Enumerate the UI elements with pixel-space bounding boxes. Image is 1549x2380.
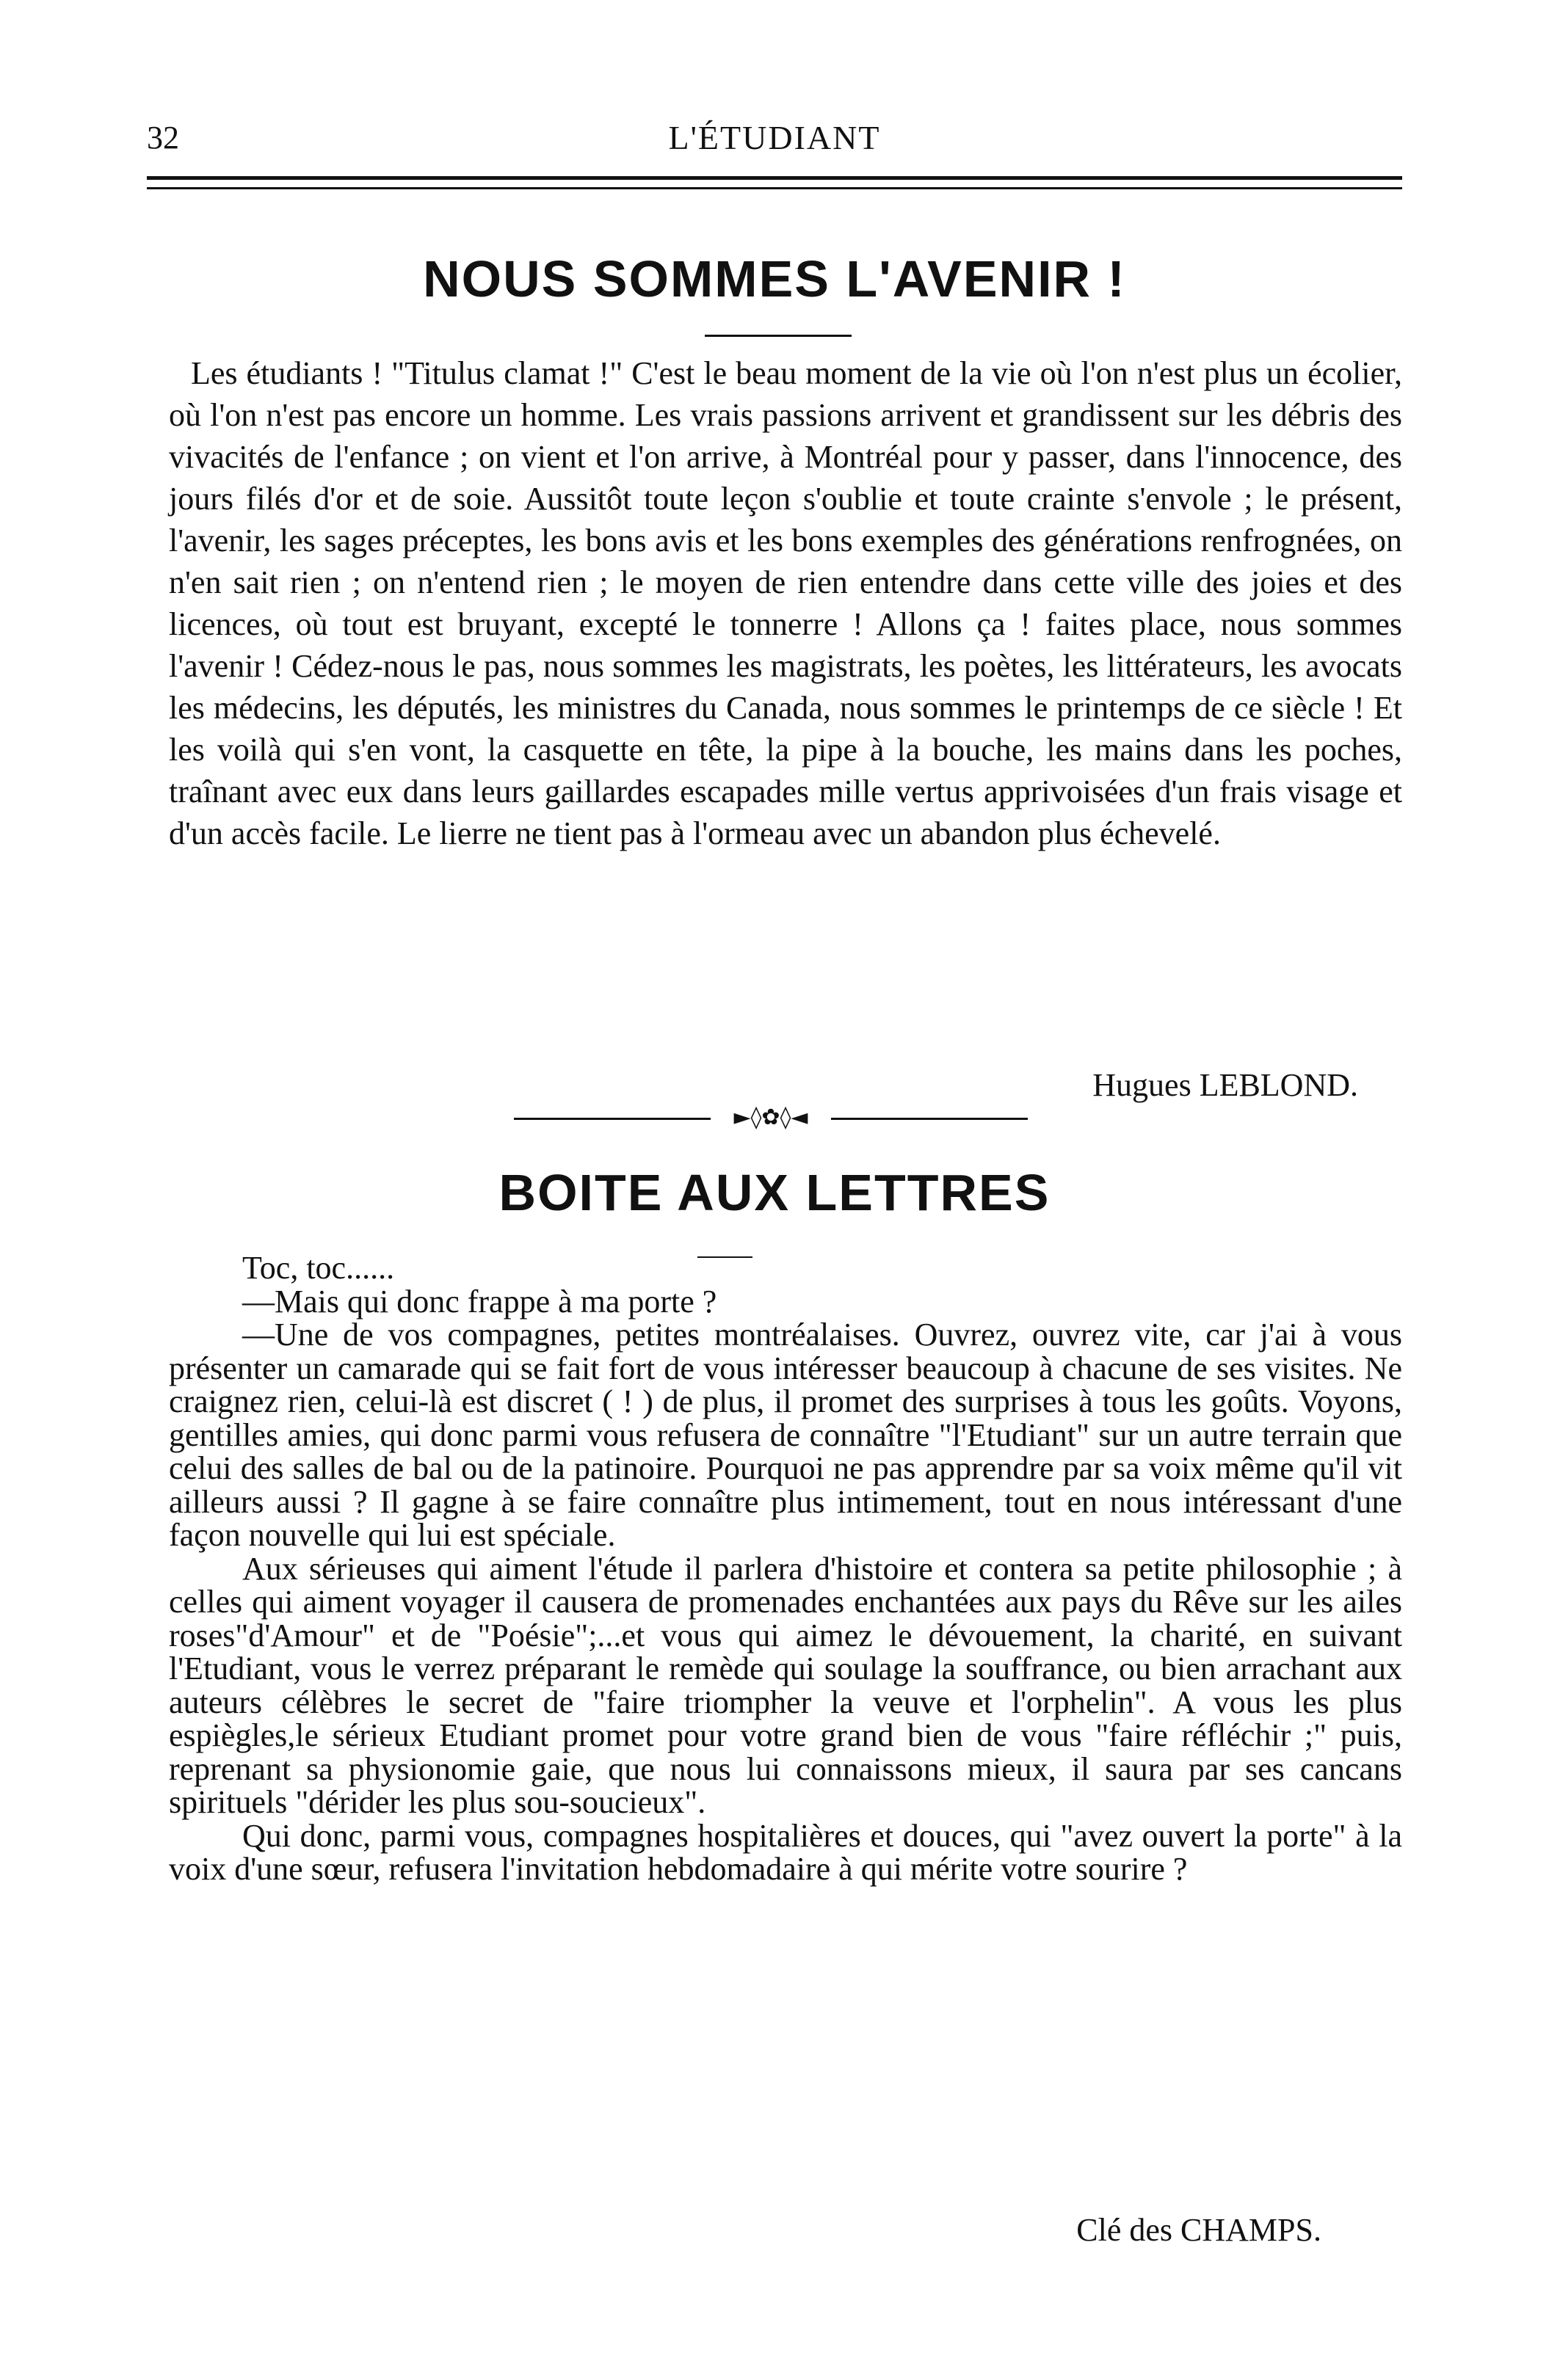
section-divider-ornament (514, 1103, 1028, 1132)
article-paragraph: Qui donc, parmi vous, compagnes hospitalières et douces, qui "avez ouvert la porte" à la voix d'une sœur, refusera l'invitation hebdomadaire à qui mérite votre sourire ? (169, 1817, 1402, 1887)
author-signature-cle-des-champs: Clé des CHAMPS. (1076, 2212, 1321, 2248)
article-paragraph: —Mais qui donc frappe à ma porte ? (242, 1283, 717, 1320)
header-double-rule (147, 176, 1402, 189)
title-underline-rule (705, 335, 852, 337)
author-signature-leblond: Hugues LEBLOND. (1092, 1067, 1358, 1103)
article-paragraph: Toc, toc...... (242, 1250, 395, 1286)
article-title-nous-sommes-l-avenir: NOUS SOMMES L'AVENIR ! (423, 250, 1126, 307)
page-number: 32 (147, 120, 179, 156)
article-paragraph: Aux sérieuses qui aiment l'étude il parlera d'histoire et contera sa petite philosophie ; à celles qui aiment voyager il causera de promenades enchantées aux pays du Rêve sur les ailes roses"d'Amour" et de "Poésie";...et vous qui aimez le dévouement, la charité, en suivant l'Etudiant, vous le verrez préparant le remède qui soulage la souffrance, ou bien arrachant aux auteurs célèbres le secret de "faire triompher la veuve et l'orphelin". A vous les plus espiègles,le sérieux Etudiant promet pour votre grand bien de vous "faire réfléchir ;" puis, reprenant sa physionomie gaie, que nous lui connaissons mieux, il saura par ses cancans spirituels "dérider les plus sou-soucieux". (169, 1550, 1402, 1820)
ornament-glyph: ►◊✿◊◄ (733, 1105, 808, 1130)
article-title-boite-aux-lettres: BOITE AUX LETTRES (498, 1164, 1051, 1221)
ornament-left-line (514, 1118, 711, 1120)
article-body-nous-sommes-l-avenir (169, 352, 1402, 854)
article-paragraph: —Une de vos compagnes, petites montréalaises. Ouvrez, ouvrez vite, car j'ai à vous présenter un camarade qui se fait fort de vous intéresser beaucoup à chacune de ses visites. Ne craignez rien, celui-là est discret ( ! ) de plus, il promet des surprises à tous les goûts. Voyons, gentilles amies, qui donc parmi vous refusera de connaître "l'Etudiant" sur un autre terrain que celui des salles de bal ou de la patinoire. Pourquoi ne pas apprendre par sa voix même qu'il vit ailleurs aussi ? Il gagne à se faire connaître plus intimement, tout en nous intéressant d'une façon nouvelle qui lui est spéciale. (169, 1317, 1402, 1553)
article-paragraph: Les étudiants ! "Titulus clamat !" C'est le beau moment de la vie où l'on n'est plus un écolier, où l'on n'est pas encore un homme. Les vrais passions arrivent et grandissent sur les débris des vivacités de l'enfance ; on vient et l'on arrive, à Montréal pour y passer, dans l'innocence, des jours filés d'or et de soie. Aussitôt toute leçon s'oublie et toute crainte s'envole ; le présent, l'avenir, les sages préceptes, les bons avis et les bons exemples des générations renfrognées, on n'en sait rien ; on n'entend rien ; le moyen de rien entendre dans cette ville des joies et des licences, où tout est bruyant, excepté le tonnerre ! Allons ça ! faites place, nous sommes l'avenir ! Cédez-nous le pas, nous sommes les magistrats, les poètes, les littérateurs, les avocats les médecins, les députés, les ministres du Canada, nous sommes le printemps de ce siècle ! Et les voilà qui s'en vont, la casquette en tête, la pipe à la bouche, les mains dans les poches, traînant avec eux dans leurs gaillardes escapades mille vertus apprivoisées d'un frais visage et d'un accès facile. Le lierre ne tient pas à l'ormeau avec un abandon plus échevelé. (169, 355, 1402, 851)
page-header (147, 110, 1402, 169)
article-body-boite-aux-lettres (169, 1251, 1402, 1886)
ornament-right-line (831, 1118, 1028, 1120)
journal-title: L'ÉTUDIANT (668, 119, 881, 156)
